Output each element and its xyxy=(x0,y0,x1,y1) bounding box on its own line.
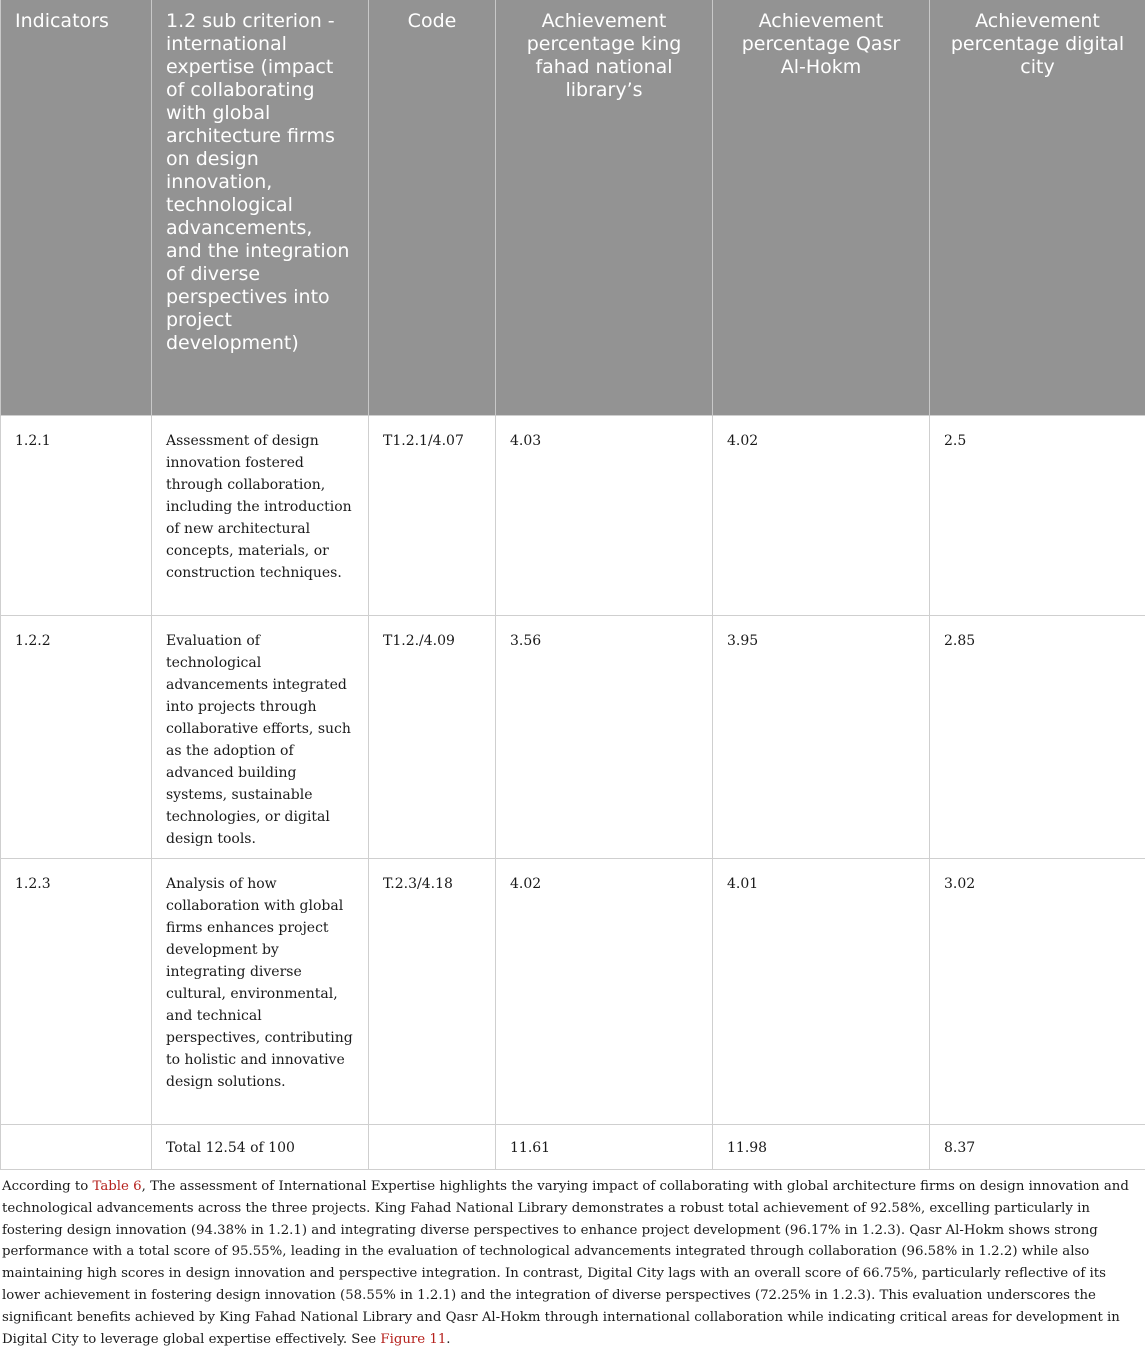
paragraph-body: , The assessment of International Expertise highlights the varying impact of collaborating with global architecture firms on design innovation and technological advancements across the three projects. King Fahad National Library demonstrates a robust total achievement of 92.58%, excelling particularly in fostering design innovation (94.38% in 1.2.1) and integrating diverse perspectives to enhance project development (96.17% in 1.2.3). Qasr Al-Hokm shows strong performance with a total score of 95.55%, leading in the evaluation of technological advancements integrated through collaboration (96.58% in 1.2.2) while also maintaining high scores in design innovation and perspective integration. In contrast, Digital City lags with an overall score of 66.75%, particularly reflective of its lower achievement in fostering design innovation (58.55% in 1.2.1) and the integration of diverse perspectives (72.25% in 1.2.3). This evaluation underscores the significant benefits achieved by King Fahad National Library and Qasr Al-Hokm through international collaboration while indicating critical areas for development in Digital City to leverage global expertise effectively. See xyxy=(2,1179,1129,1347)
cell-digital-city: 2.85 xyxy=(930,615,1145,858)
cell-description: Assessment of design innovation fostered through collaboration, including the introduction of new architectural concepts, materials, or construction techniques. xyxy=(152,415,369,615)
cell-indicator xyxy=(1,1124,152,1169)
cell-king-fahad: 4.02 xyxy=(496,858,713,1124)
table-row xyxy=(1,858,1145,1124)
table-row xyxy=(1,615,1145,858)
cell-code: T1.2./4.09 xyxy=(369,615,496,858)
header-qasr-al-hokm: Achievement percentage Qasr Al-Hokm xyxy=(713,0,930,415)
cell-total-label: Total 12.54 of 100 xyxy=(152,1124,369,1169)
header-indicators: Indicators xyxy=(1,0,152,415)
paragraph-prefix: According to xyxy=(2,1179,93,1194)
cell-qasr-al-hokm: 4.01 xyxy=(713,858,930,1124)
cell-king-fahad: 4.03 xyxy=(496,415,713,615)
cell-qasr-al-hokm: 4.02 xyxy=(713,415,930,615)
header-code: Code xyxy=(369,0,496,415)
cell-king-fahad-total: 11.61 xyxy=(496,1124,713,1169)
body-paragraph xyxy=(2,1176,1143,1350)
table-row xyxy=(1,415,1145,615)
cell-indicator: 1.2.3 xyxy=(1,858,152,1124)
cell-qasr-al-hokm: 3.95 xyxy=(713,615,930,858)
figure-11-link[interactable]: Figure 11 xyxy=(380,1332,446,1347)
cell-code: T1.2.1/4.07 xyxy=(369,415,496,615)
cell-indicator: 1.2.2 xyxy=(1,615,152,858)
cell-digital-city: 2.5 xyxy=(930,415,1145,615)
cell-description: Evaluation of technological advancements integrated into projects through collaborative efforts, such as the adoption of advanced building systems, sustainable technologies, or digital design tools. xyxy=(152,615,369,858)
table-header-row xyxy=(1,0,1145,415)
cell-code: T.2.3/4.18 xyxy=(369,858,496,1124)
cell-description: Analysis of how collaboration with global firms enhances project development by integrating diverse cultural, environmental, and technical perspectives, contributing to holistic and innovative design solutions. xyxy=(152,858,369,1124)
paragraph-suffix: . xyxy=(446,1332,450,1347)
cell-digital-city: 3.02 xyxy=(930,858,1145,1124)
cell-qasr-al-hokm-total: 11.98 xyxy=(713,1124,930,1169)
cell-code xyxy=(369,1124,496,1169)
header-sub-criterion: 1.2 sub criterion - international expertise (impact of collaborating with global architecture firms on design innovation, technological advancements, and the integration of diverse perspectives into project development) xyxy=(152,0,369,415)
cell-digital-city-total: 8.37 xyxy=(930,1124,1145,1169)
header-king-fahad: Achievement percentage king fahad national library’s xyxy=(496,0,713,415)
header-digital-city: Achievement percentage digital city xyxy=(930,0,1145,415)
cell-indicator: 1.2.1 xyxy=(1,415,152,615)
table-6-link[interactable]: Table 6 xyxy=(93,1179,142,1194)
total-row xyxy=(1,1124,1145,1169)
cell-king-fahad: 3.56 xyxy=(496,615,713,858)
